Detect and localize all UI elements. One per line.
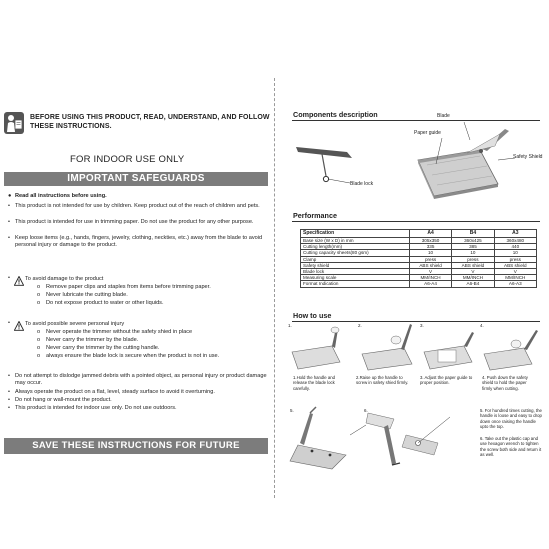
injury-item: o Never operate the trimmer without the safety shied in place [37,329,193,335]
injury-item: o always ensure the blade lock is secure when the product is not in use. [37,353,220,359]
step-number: 4. [480,323,484,328]
steps-illustrations-row2 [288,405,478,477]
bullet-item-1: • This product is not intended for use by children. Keep product out of the reach of children and pets. [8,203,260,209]
spec-value-cell: 440 [494,244,536,250]
bullet-marker: • [8,320,10,326]
read-manual-icon [4,112,24,134]
spec-label-cell: Format Indication [301,281,410,287]
performance-table [300,229,537,288]
table-header: A4 [409,230,451,238]
table-header: A3 [494,230,536,238]
table-row [301,281,537,287]
step-number: 2. [358,323,362,328]
spec-value-cell: ABS shield [409,262,451,268]
spec-label-cell: Measuring scale [301,275,410,281]
injury-heading: To avoid possible severe personal injury [25,321,125,327]
step-number: 5. [290,408,294,413]
spec-label-cell: Cutting length(mm) [301,244,410,250]
spec-value-cell: 335 [409,244,451,250]
step1-illustration [292,327,340,369]
warning-triangle-icon [14,318,24,328]
spec-value-cell: A6-A4 [409,281,451,287]
spec-value-cell: MM/INCH [452,275,494,281]
side-view-trimmer [296,147,352,182]
safeguards-bar: IMPORTANT SAFEGUARDS [4,172,268,186]
damage-item: o Remove paper clips and staples from items before trimming paper. [37,284,211,290]
spec-value-cell: press [494,256,536,262]
section-rule [292,221,540,222]
step3-illustration [424,332,474,369]
spec-value-cell: V [409,269,451,275]
table-header-row [301,230,537,238]
note-5: 5. For hundred times cutting, the handle is loose and easy to drop down once raising the handle upto the top. [480,408,542,430]
bullet-marker: • [8,275,10,281]
spec-value-cell: 10 [409,250,451,256]
spec-value-cell: ABS shield [452,262,494,268]
step2-caption: 2.Raise up the handle to screw in safety shied firmly. [356,375,409,386]
save-instructions-bar: SAVE THESE INSTRUCTIONS FOR FUTURE REFERENCE [4,438,268,454]
spec-value-cell: A6-B4 [452,281,494,287]
step5-illustration [290,407,346,469]
bullet-item-5: • Always operate the product on a flat, level, steady surface to avoid it overturning. [8,389,215,395]
bullet-item-4: • Do not attempt to dislodge jammed debris with a pointed object, as personal injury or product damage may occur. [8,373,267,387]
spec-value-cell: press [452,256,494,262]
spec-value-cell: 385 [452,244,494,250]
damage-item: o Never lubricate the cutting blade. [37,292,128,298]
spec-label-cell: Cutting capacity sheets(80 gsm) [301,250,410,256]
label-paper-guide: Paper guide [414,130,441,136]
spec-label-cell: Base size (W x D) in mm [301,238,410,244]
step3-caption: 3. Adjust the paper guide to proper position. [420,375,473,386]
spec-value-cell: 10 [494,250,536,256]
spec-label-cell: Clamp [301,256,410,262]
main-trimmer [418,129,509,199]
table-header: B4 [452,230,494,238]
bullet-item-7: • This product is intended for indoor use only. Do not use outdoors. [8,405,177,411]
step4-illustration [484,330,538,370]
note-6: 6. Take out the plastic cap and use hexagon wrench to tighten the screw both side and return it as well. [480,436,542,458]
bullet-item-2: • This product is intended for use in trimming paper. Do not use the product for any other purpose. [8,219,254,225]
performance-title: Performance [293,211,337,220]
spec-value-cell: V [452,269,494,275]
spec-value-cell: A6-A3 [494,281,536,287]
damage-heading: To avoid damage to the product [25,276,104,282]
bullet-item-6: • Do not hang or wall-mount the product. [8,397,112,403]
spec-value-cell: 10 [452,250,494,256]
warning-triangle-icon [14,273,24,283]
label-safety-shield: Safety Shield [513,154,543,160]
spec-value-cell: 305x350 [409,238,451,244]
spec-value-cell: ABS shield [494,262,536,268]
steps-illustrations-row1 [288,322,543,372]
injury-item: o Never carry the trimmer by the cutting handle. [37,345,160,351]
label-blade-lock: Blade lock [350,181,374,187]
spec-value-cell: V [494,269,536,275]
step2-illustration [362,324,412,370]
bullet-item-3: • Keep loose items (e.g., hands, fingers, jewelry, clothing, neckties, etc.) away from the blade to avoid personal injury or damage to the product. [8,235,263,249]
step1-caption: 1.Hold the handle and release the blade lock carefully. [293,375,336,391]
label-blade: Blade [437,113,450,119]
step4-caption: 4. Push down the safety shield to hold the paper firmly when cutting. [482,375,528,391]
howto-title: How to use [293,311,332,320]
step-number: 1. [288,323,292,328]
spec-value-cell: 360x425 [452,238,494,244]
step-number: 6. [364,408,368,413]
spec-value-cell: MM/INCH [494,275,536,281]
indoor-only-text: FOR INDOOR USE ONLY [70,154,185,165]
spec-value-cell: MM/INCH [409,275,451,281]
spec-label-cell: Blade lock [301,269,410,275]
damage-item: o Do not expose product to water or other liquids. [37,300,164,306]
table-header: Specification [301,230,410,238]
injury-item: o Never carry the trimmer by the blade. [37,337,139,343]
spec-label-cell: Safety shield [301,262,410,268]
header-title: BEFORE USING THIS PRODUCT, READ, UNDERSTAND, AND FOLLOW THESE INSTRUCTIONS. [30,114,270,130]
step-number: 3. [420,323,424,328]
read-all-line: ● Read all instructions before using. [8,193,107,199]
spec-value-cell: press [409,256,451,262]
page-divider [274,78,275,498]
components-title: Components description [293,110,378,119]
step6-illustration [366,413,450,465]
spec-value-cell: 360x480 [494,238,536,244]
